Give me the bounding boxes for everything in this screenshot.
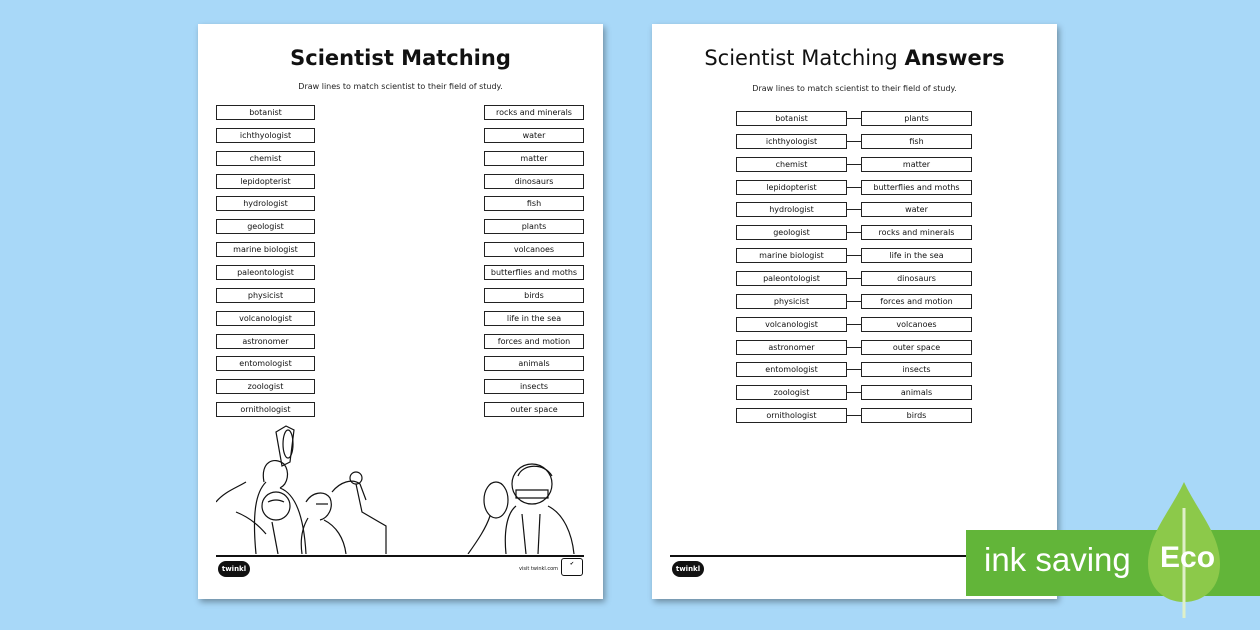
- answer-connector-line: [847, 255, 861, 256]
- scientist-box: zoologist: [216, 379, 315, 394]
- answer-connector-line: [847, 301, 861, 302]
- field-box: matter: [484, 151, 584, 166]
- visit-text: visit twinkl.com: [519, 566, 559, 572]
- scientist-box: lepidopterist: [216, 174, 315, 189]
- scientist-box: paleontologist: [216, 265, 315, 280]
- answer-scientist-box: hydrologist: [736, 202, 847, 217]
- scientist-box: physicist: [216, 288, 315, 303]
- answer-field-box: animals: [861, 385, 972, 400]
- answer-connector-line: [847, 392, 861, 393]
- answer-scientist-box: paleontologist: [736, 271, 847, 286]
- answers-title: [652, 46, 1057, 70]
- answer-connector-line: [847, 118, 861, 119]
- field-box: plants: [484, 219, 584, 234]
- answer-connector-line: [847, 164, 861, 165]
- answers-page: [652, 24, 1057, 599]
- answer-connector-line: [847, 278, 861, 279]
- field-box: outer space: [484, 402, 584, 417]
- answer-field-box: forces and motion: [861, 294, 972, 309]
- field-box: animals: [484, 356, 584, 371]
- quality-badge: ✔: [561, 558, 583, 576]
- twinkl-logo: twinkl: [218, 561, 250, 577]
- answer-field-box: butterflies and moths: [861, 180, 972, 195]
- answer-connector-line: [847, 187, 861, 188]
- answer-scientist-box: geologist: [736, 225, 847, 240]
- field-box: rocks and minerals: [484, 105, 584, 120]
- answer-connector-line: [847, 415, 861, 416]
- scientist-box: ornithologist: [216, 402, 315, 417]
- answer-scientist-box: ichthyologist: [736, 134, 847, 149]
- answer-scientist-box: entomologist: [736, 362, 847, 377]
- answer-scientist-box: ornithologist: [736, 408, 847, 423]
- scientist-box: volcanologist: [216, 311, 315, 326]
- answer-scientist-box: chemist: [736, 157, 847, 172]
- answer-scientist-box: botanist: [736, 111, 847, 126]
- field-box: dinosaurs: [484, 174, 584, 189]
- answer-field-box: birds: [861, 408, 972, 423]
- scientist-box: marine biologist: [216, 242, 315, 257]
- answer-connector-line: [847, 209, 861, 210]
- field-box: life in the sea: [484, 311, 584, 326]
- answer-field-box: fish: [861, 134, 972, 149]
- worksheet-instruction: Draw lines to match scientist to their field of study.: [298, 82, 503, 91]
- twinkl-logo: twinkl: [672, 561, 704, 577]
- answer-field-box: dinosaurs: [861, 271, 972, 286]
- answers-title-bold: Answers: [904, 46, 1005, 70]
- worksheet-title: Scientist Matching: [290, 46, 511, 70]
- answers-title-prefix: Scientist Matching: [704, 46, 898, 70]
- answer-scientist-box: zoologist: [736, 385, 847, 400]
- scientist-with-flask-illustration: [460, 454, 590, 554]
- footer-divider: [216, 555, 584, 557]
- scientist-box: ichthyologist: [216, 128, 315, 143]
- answer-scientist-box: physicist: [736, 294, 847, 309]
- answer-connector-line: [847, 232, 861, 233]
- answer-scientist-box: lepidopterist: [736, 180, 847, 195]
- scientist-box: hydrologist: [216, 196, 315, 211]
- answer-field-box: rocks and minerals: [861, 225, 972, 240]
- scientists-illustration: [216, 422, 416, 554]
- field-box: volcanoes: [484, 242, 584, 257]
- answer-field-box: life in the sea: [861, 248, 972, 263]
- answer-connector-line: [847, 141, 861, 142]
- scientist-box: astronomer: [216, 334, 315, 349]
- scientist-box: chemist: [216, 151, 315, 166]
- field-box: fish: [484, 196, 584, 211]
- answer-connector-line: [847, 347, 861, 348]
- field-box: birds: [484, 288, 584, 303]
- field-box: forces and motion: [484, 334, 584, 349]
- answers-instruction: Draw lines to match scientist to their field of study.: [752, 84, 957, 93]
- field-box: water: [484, 128, 584, 143]
- scientist-box: entomologist: [216, 356, 315, 371]
- eco-label: Eco: [1160, 541, 1216, 574]
- answer-field-box: insects: [861, 362, 972, 377]
- field-box: butterflies and moths: [484, 265, 584, 280]
- answer-field-box: matter: [861, 157, 972, 172]
- answer-connector-line: [847, 324, 861, 325]
- scientist-box: botanist: [216, 105, 315, 120]
- answer-scientist-box: astronomer: [736, 340, 847, 355]
- answer-scientist-box: marine biologist: [736, 248, 847, 263]
- answer-field-box: water: [861, 202, 972, 217]
- answer-scientist-box: volcanologist: [736, 317, 847, 332]
- worksheet-page: [198, 24, 603, 599]
- answer-connector-line: [847, 369, 861, 370]
- answer-field-box: volcanoes: [861, 317, 972, 332]
- field-box: insects: [484, 379, 584, 394]
- answer-field-box: outer space: [861, 340, 972, 355]
- ink-saving-text: ink saving: [984, 541, 1131, 578]
- scientist-box: geologist: [216, 219, 315, 234]
- answer-field-box: plants: [861, 111, 972, 126]
